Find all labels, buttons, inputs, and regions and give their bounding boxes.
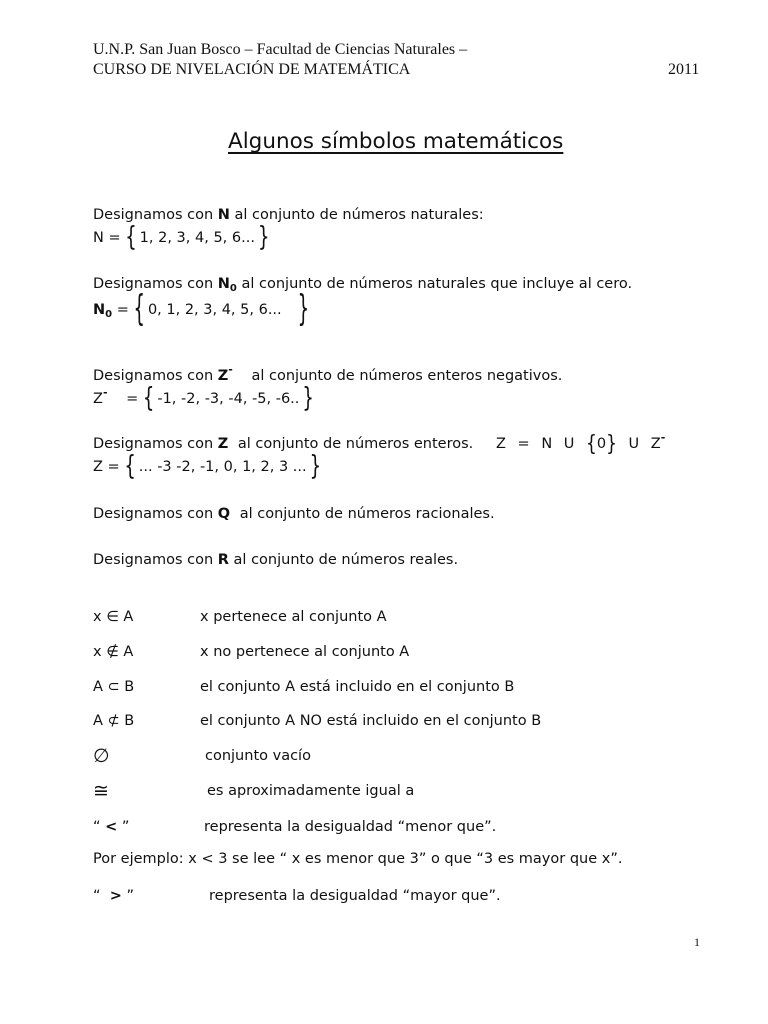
integers-union-formula	[496, 431, 666, 457]
symbol-row-not-element-of	[93, 642, 713, 664]
definition-prefix: Designamos con	[93, 552, 214, 568]
integers-definition	[93, 434, 473, 454]
definition-prefix: Designamos con	[93, 276, 214, 292]
naturals-definition	[93, 205, 484, 225]
definition-prefix: Designamos con	[93, 436, 214, 452]
equation-symbol-letter: N	[93, 302, 106, 318]
equation-lhs: N =	[93, 230, 121, 246]
symbol-row-greater-than	[93, 886, 713, 908]
naturals-zero-definition	[93, 274, 632, 294]
set-members: 1, 2, 3, 4, 5, 6...	[139, 230, 255, 246]
set-close-brace: }	[302, 382, 314, 414]
set-open-brace: {	[124, 450, 136, 482]
negative-integers-definition	[93, 363, 563, 386]
zero-singleton	[586, 431, 617, 457]
set-symbol-superscript: -	[228, 363, 233, 376]
close-quote: ”	[121, 819, 130, 835]
union-z-superscript: -	[660, 431, 666, 444]
set-symbol-letter: Z	[217, 368, 229, 384]
close-quote: ”	[126, 888, 135, 904]
course-header: CURSO DE NIVELACIÓN DE MATEMÁTICA	[93, 61, 411, 78]
symbol-row-approx-equal	[93, 781, 713, 803]
union-operator: U	[563, 436, 575, 452]
definition-text: al conjunto de números racionales.	[239, 506, 495, 522]
symbol-notation: A ⊂ B	[93, 679, 135, 695]
page-number: 1	[694, 935, 700, 949]
symbol-meaning: x no pertenece al conjunto A	[200, 644, 410, 660]
union-n: N	[541, 436, 553, 452]
institution-header: U.N.P. San Juan Bosco – Facultad de Ciencias Naturales –	[93, 41, 468, 58]
greater-than-symbol: >	[109, 888, 122, 904]
union-z-minus	[650, 431, 666, 452]
set-open-brace: {	[133, 288, 145, 330]
union-z-letter: Z	[650, 436, 661, 452]
symbol-meaning: representa la desigualdad “mayor que”.	[209, 888, 501, 904]
naturals-zero-equation	[93, 288, 310, 330]
definition-prefix: Designamos con	[93, 506, 214, 522]
set-symbol-z-minus	[217, 363, 233, 384]
set-members: 0, 1, 2, 3, 4, 5, 6...	[147, 302, 282, 318]
set-close-brace: }	[309, 450, 322, 482]
set-symbol-subscript: 0	[229, 283, 237, 294]
equation-symbol-n0	[93, 302, 112, 318]
approx-equal-symbol: ≅	[93, 780, 109, 802]
rationals-definition	[93, 504, 495, 524]
integers-equation	[93, 450, 322, 482]
symbol-meaning: el conjunto A NO está incluido en el conjunto B	[200, 713, 542, 729]
definition-text: al conjunto de números enteros.	[237, 436, 474, 452]
naturals-equation	[93, 221, 270, 253]
set-members: ... -3 -2, -1, 0, 1, 2, 3 ...	[138, 459, 307, 475]
set-symbol-n: N	[217, 207, 230, 223]
set-open-brace: {	[586, 431, 597, 457]
set-close-brace: }	[297, 288, 310, 330]
union-lhs: Z =	[496, 436, 530, 452]
symbol-notation: x ∈ A	[93, 609, 134, 625]
symbol-meaning: representa la desigualdad “menor que”.	[204, 819, 497, 835]
definition-text: al conjunto de números naturales:	[234, 207, 484, 223]
less-than-notation	[93, 817, 129, 837]
definition-prefix: Designamos con	[93, 207, 214, 223]
less-than-symbol: <	[105, 819, 118, 835]
set-members: -1, -2, -3, -4, -5, -6..	[157, 391, 300, 407]
definition-text: al conjunto de números naturales que incluye al cero.	[241, 276, 633, 292]
empty-set-symbol: ∅	[93, 745, 110, 767]
symbol-row-empty-set	[93, 746, 713, 768]
symbol-row-subset	[93, 677, 713, 699]
symbol-notation: A ⊄ B	[93, 713, 135, 729]
equation-equals: =	[126, 391, 139, 407]
set-close-brace: }	[257, 221, 270, 253]
equation-symbol-superscript: -	[102, 386, 108, 399]
set-symbol-letter: N	[217, 276, 230, 292]
symbol-meaning: conjunto vacío	[205, 748, 311, 764]
union-operator: U	[628, 436, 640, 452]
set-open-brace: {	[125, 221, 137, 253]
equation-symbol-subscript: 0	[105, 309, 113, 320]
open-quote: “	[93, 888, 101, 904]
set-open-brace: {	[142, 382, 155, 414]
symbol-meaning: es aproximadamente igual a	[207, 783, 415, 799]
symbol-notation: x ∉ A	[93, 644, 134, 660]
set-symbol-n0	[218, 276, 237, 292]
example-sentence: Por ejemplo: x < 3 se lee “ x es menor que 3” o que “3 es mayor que x”.	[93, 851, 623, 867]
equation-symbol-z-minus	[93, 386, 108, 407]
equation-lhs: Z =	[93, 459, 120, 475]
greater-than-notation	[93, 886, 134, 906]
definition-text: al conjunto de números enteros negativos.	[251, 368, 563, 384]
reals-definition	[93, 550, 458, 570]
definition-text: al conjunto de números reales.	[233, 552, 459, 568]
page-title: Algunos símbolos matemáticos	[228, 129, 564, 154]
singleton-member: 0	[596, 436, 607, 452]
symbol-meaning: el conjunto A está incluido en el conjunto B	[200, 679, 515, 695]
negative-integers-equation	[93, 382, 314, 414]
set-symbol-r: R	[217, 552, 229, 568]
open-quote: “	[93, 819, 101, 835]
equation-equals: =	[116, 302, 129, 318]
year-label: 2011	[668, 61, 700, 78]
definition-prefix: Designamos con	[93, 368, 214, 384]
equation-symbol-letter: Z	[93, 391, 103, 407]
set-symbol-z: Z	[217, 436, 229, 452]
symbol-meaning: x pertenece al conjunto A	[200, 609, 387, 625]
symbol-row-less-than	[93, 817, 713, 839]
symbol-row-not-subset	[93, 711, 713, 733]
symbol-row-element-of	[93, 607, 713, 629]
set-symbol-q: Q	[217, 506, 231, 522]
set-close-brace: }	[606, 431, 617, 457]
